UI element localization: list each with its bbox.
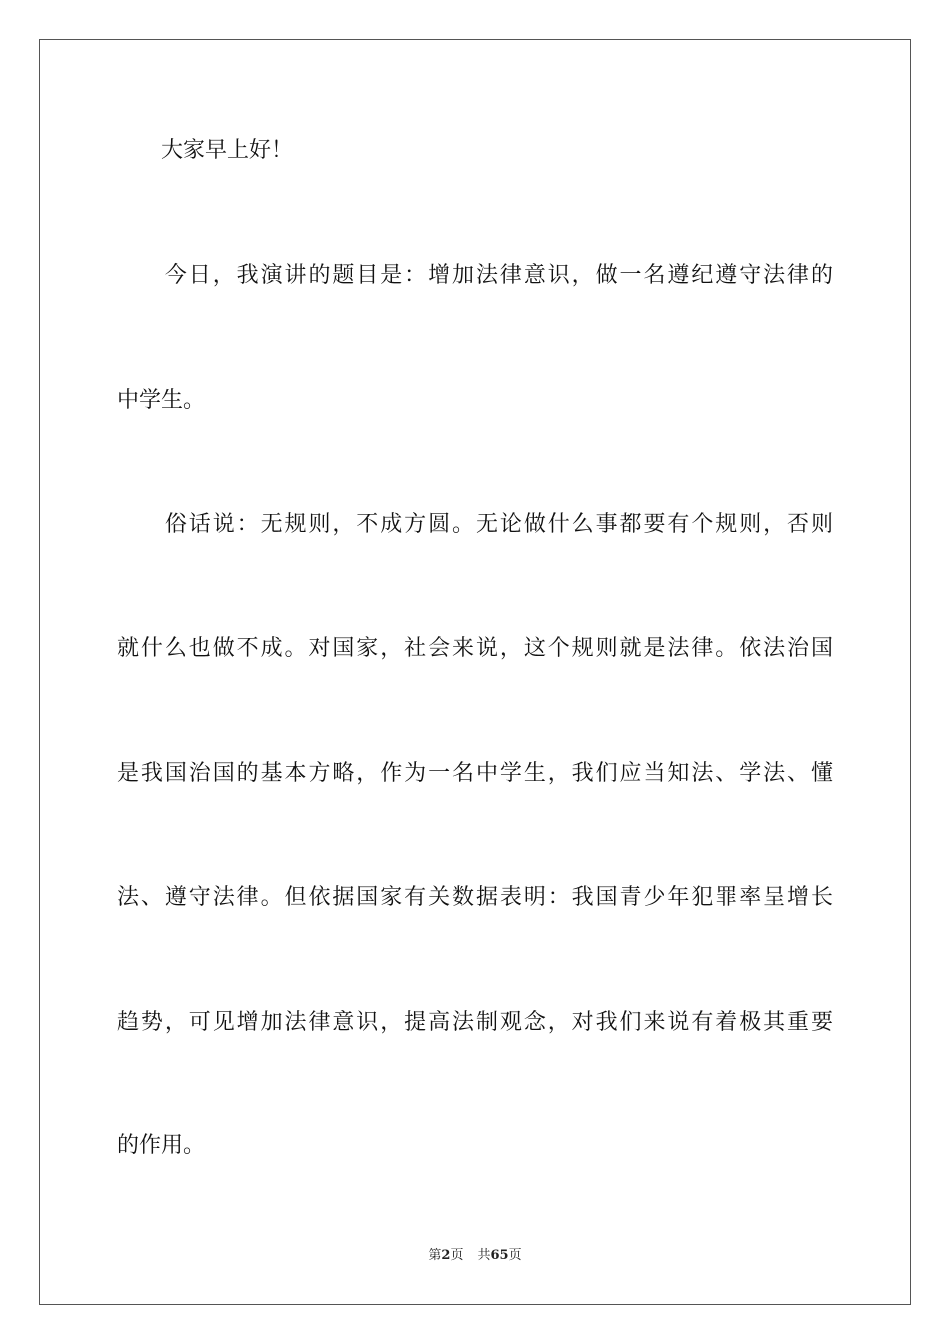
- text-line-7: 法、遵守法律。但依据国家有关数据表明：我国青少年犯罪率呈增长: [117, 885, 833, 910]
- text-line-2: 今日，我演讲的题目是：增加法律意识，做一名遵纪遵守法律的: [117, 263, 833, 288]
- text-line-1: 大家早上好！: [117, 138, 294, 163]
- text-line-8: 趋势，可见增加法律意识，提高法制观念，对我们来说有着极其重要: [117, 1010, 833, 1035]
- page-border: [39, 39, 911, 1305]
- text-line-6: 是我国治国的基本方略，作为一名中学生，我们应当知法、学法、懂: [117, 761, 833, 786]
- current-page-number: 2: [441, 1248, 451, 1263]
- page-suffix: 页: [450, 1248, 464, 1263]
- text-line-9: 的作用。: [117, 1133, 206, 1158]
- total-page-count: 65: [490, 1248, 509, 1263]
- text-line-3: 中学生。: [117, 388, 206, 413]
- total-prefix: 共: [477, 1248, 491, 1263]
- total-suffix: 页: [508, 1248, 522, 1263]
- page-prefix: 第: [428, 1248, 442, 1263]
- text-line-5: 就什么也做不成。对国家，社会来说，这个规则就是法律。依法治国: [117, 636, 833, 661]
- page-footer: [0, 1246, 950, 1266]
- text-line-4: 俗话说：无规则，不成方圆。无论做什么事都要有个规则，否则: [117, 512, 833, 537]
